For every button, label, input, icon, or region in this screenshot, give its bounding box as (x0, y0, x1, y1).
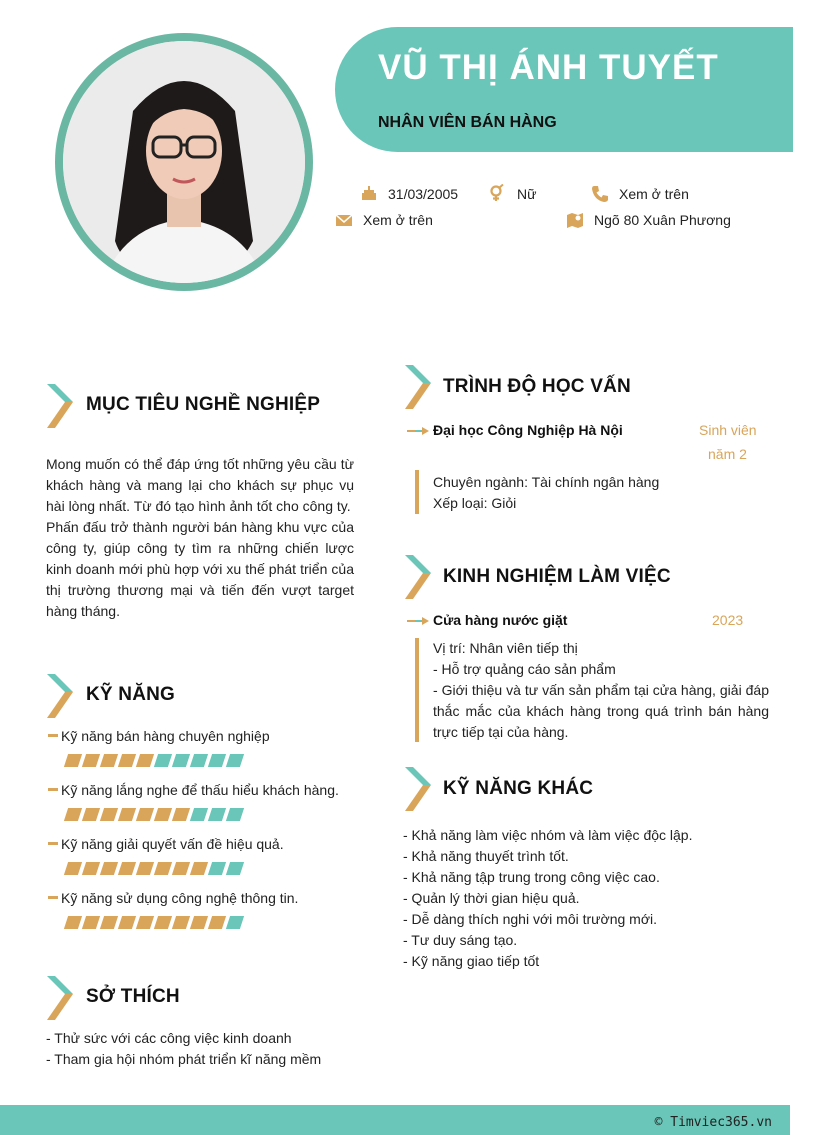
gender-icon (488, 184, 506, 202)
map-icon (566, 211, 584, 229)
list-item: - Kỹ năng giao tiếp tốt (403, 953, 540, 969)
list-item: Xếp loại: Giỏi (433, 495, 517, 511)
experience-line: - Giới thiệu và tư vấn sản phẩm tại cửa hàng, giải đáp thắc mắc của khách hàng trong quá trình bán hàng trực tiếp tại của hàng. (433, 682, 769, 740)
copyright-text: © Timviec365.vn (654, 1115, 772, 1130)
skill-level-segment (82, 808, 100, 821)
skill-level-segment (118, 862, 136, 875)
skill-level-segment (82, 862, 100, 875)
skill-level-segment (64, 754, 82, 767)
skill-level-segment (154, 808, 172, 821)
skill-bullet-icon (48, 896, 58, 899)
skill-level-segment (208, 754, 226, 767)
birthday-text: 31/03/2005 (388, 186, 459, 202)
skill-level-segment (100, 862, 118, 875)
cake-icon (360, 184, 378, 202)
section-chevron-icon (47, 976, 77, 1020)
email-text: Xem ở trên (363, 212, 433, 228)
skill-level-segment (64, 862, 82, 875)
section-chevron-icon (405, 767, 435, 811)
skill-level-segment (208, 916, 226, 929)
skill-level-bar (66, 808, 242, 822)
skill-level-segment (190, 754, 208, 767)
skill-bullet-icon (48, 842, 58, 845)
skill-level-segment (82, 916, 100, 929)
skill-level-segment (100, 754, 118, 767)
section-chevron-icon (405, 365, 435, 409)
list-item: - Dễ dàng thích nghi với môi trường mới. (403, 911, 658, 927)
skill-level-segment (226, 808, 244, 821)
education-period-2: năm 2 (708, 446, 747, 462)
skill-level-segment (118, 916, 136, 929)
experience-details (433, 638, 769, 743)
gender-text: Nữ (517, 186, 537, 202)
list-item: - Khả năng tập trung trong công việc cao. (403, 869, 660, 885)
skills-title: KỸ NĂNG (86, 684, 176, 705)
skill-level-segment (136, 862, 154, 875)
skill-level-segment (82, 754, 100, 767)
address-text: Ngõ 80 Xuân Phương (594, 212, 731, 228)
section-chevron-icon (47, 384, 77, 428)
education-divider (415, 470, 419, 514)
skill-level-segment (136, 916, 154, 929)
avatar (63, 41, 305, 283)
skill-level-bar (66, 862, 242, 876)
objective-text (46, 454, 354, 622)
skill-level-segment (172, 754, 190, 767)
skill-label: Kỹ năng bán hàng chuyên nghiệp (61, 728, 270, 744)
skill-level-segment (172, 808, 190, 821)
experience-line: Vị trí: Nhân viên tiếp thị (433, 640, 578, 656)
skill-level-segment (136, 754, 154, 767)
skill-level-segment (154, 916, 172, 929)
arrow-icon (407, 616, 429, 626)
skill-label: Kỹ năng sử dụng công nghệ thông tin. (61, 890, 299, 906)
skill-level-segment (154, 862, 172, 875)
objective-paragraph: Mong muốn có thể đáp ứng tốt những yêu cầu từ khách hàng và mang lại cho khách sự phục vụ hài lòng nhất. Từ đó tạo hình ảnh tốt cho công ty. (46, 456, 354, 514)
experience-divider (415, 638, 419, 742)
list-item: - Khả năng làm việc nhóm và làm việc độc lập. (403, 827, 693, 843)
education-details (433, 472, 659, 514)
arrow-icon (407, 426, 429, 436)
skill-label: Kỹ năng giải quyết vấn đề hiệu quả. (61, 836, 284, 852)
email-icon (335, 211, 353, 229)
objective-title: MỤC TIÊU NGHỀ NGHIỆP (86, 394, 321, 415)
skill-level-segment (100, 808, 118, 821)
school-name: Đại học Công Nghiệp Hà Nội (433, 422, 623, 438)
section-chevron-icon (47, 674, 77, 718)
other-skills-list (403, 825, 692, 972)
list-item: - Thử sức với các công việc kinh doanh (46, 1030, 292, 1046)
hobbies-list (46, 1028, 321, 1070)
section-chevron-icon (405, 555, 435, 599)
experience-title: KINH NGHIỆM LÀM VIỆC (443, 566, 671, 587)
skill-level-segment (226, 862, 244, 875)
name-banner (335, 27, 793, 152)
skill-level-segment (172, 862, 190, 875)
list-item: - Quản lý thời gian hiệu quả. (403, 890, 580, 906)
skill-level-segment (208, 862, 226, 875)
phone-text: Xem ở trên (619, 186, 689, 202)
portrait-image (63, 41, 305, 283)
skill-level-segment (190, 808, 208, 821)
list-item: - Khả năng thuyết trình tốt. (403, 848, 569, 864)
skill-bullet-icon (48, 788, 58, 791)
skill-level-segment (226, 916, 244, 929)
skill-level-segment (172, 916, 190, 929)
skill-level-segment (118, 808, 136, 821)
job-title: NHÂN VIÊN BÁN HÀNG (378, 114, 557, 131)
skill-level-segment (226, 754, 244, 767)
company-name: Cửa hàng nước giặt (433, 612, 568, 628)
phone-icon (591, 185, 609, 203)
candidate-name: VŨ THỊ ÁNH TUYẾT (378, 48, 719, 87)
education-period: Sinh viên (699, 422, 757, 438)
education-title: TRÌNH ĐỘ HỌC VẤN (443, 376, 631, 397)
list-item: - Tư duy sáng tạo. (403, 932, 518, 948)
skill-level-segment (100, 916, 118, 929)
skill-level-segment (154, 754, 172, 767)
other-skills-title: KỸ NĂNG KHÁC (443, 778, 594, 799)
skill-bullet-icon (48, 734, 58, 737)
list-item: - Tham gia hội nhóm phát triển kĩ năng mềm (46, 1051, 322, 1067)
skill-level-segment (190, 862, 208, 875)
skill-level-segment (190, 916, 208, 929)
experience-year: 2023 (712, 612, 744, 628)
experience-line: - Hỗ trợ quảng cáo sản phẩm (433, 661, 616, 677)
skill-level-segment (118, 754, 136, 767)
list-item: Chuyên ngành: Tài chính ngân hàng (433, 474, 660, 490)
hobbies-title: SỞ THÍCH (86, 986, 180, 1007)
skill-level-segment (64, 808, 82, 821)
skill-label: Kỹ năng lắng nghe để thấu hiểu khách hàng. (61, 782, 339, 798)
skill-level-bar (66, 754, 242, 768)
skill-level-segment (208, 808, 226, 821)
skill-level-segment (64, 916, 82, 929)
objective-paragraph: Phấn đấu trở thành người bán hàng khu vực của công ty, giúp công ty tìm ra những chiến lược kinh doanh mới phù hợp với xu thế phát triển của thị trường thương mại và tiến đến vượt target hàng tháng. (46, 519, 354, 619)
skill-level-bar (66, 916, 242, 930)
skill-level-segment (136, 808, 154, 821)
